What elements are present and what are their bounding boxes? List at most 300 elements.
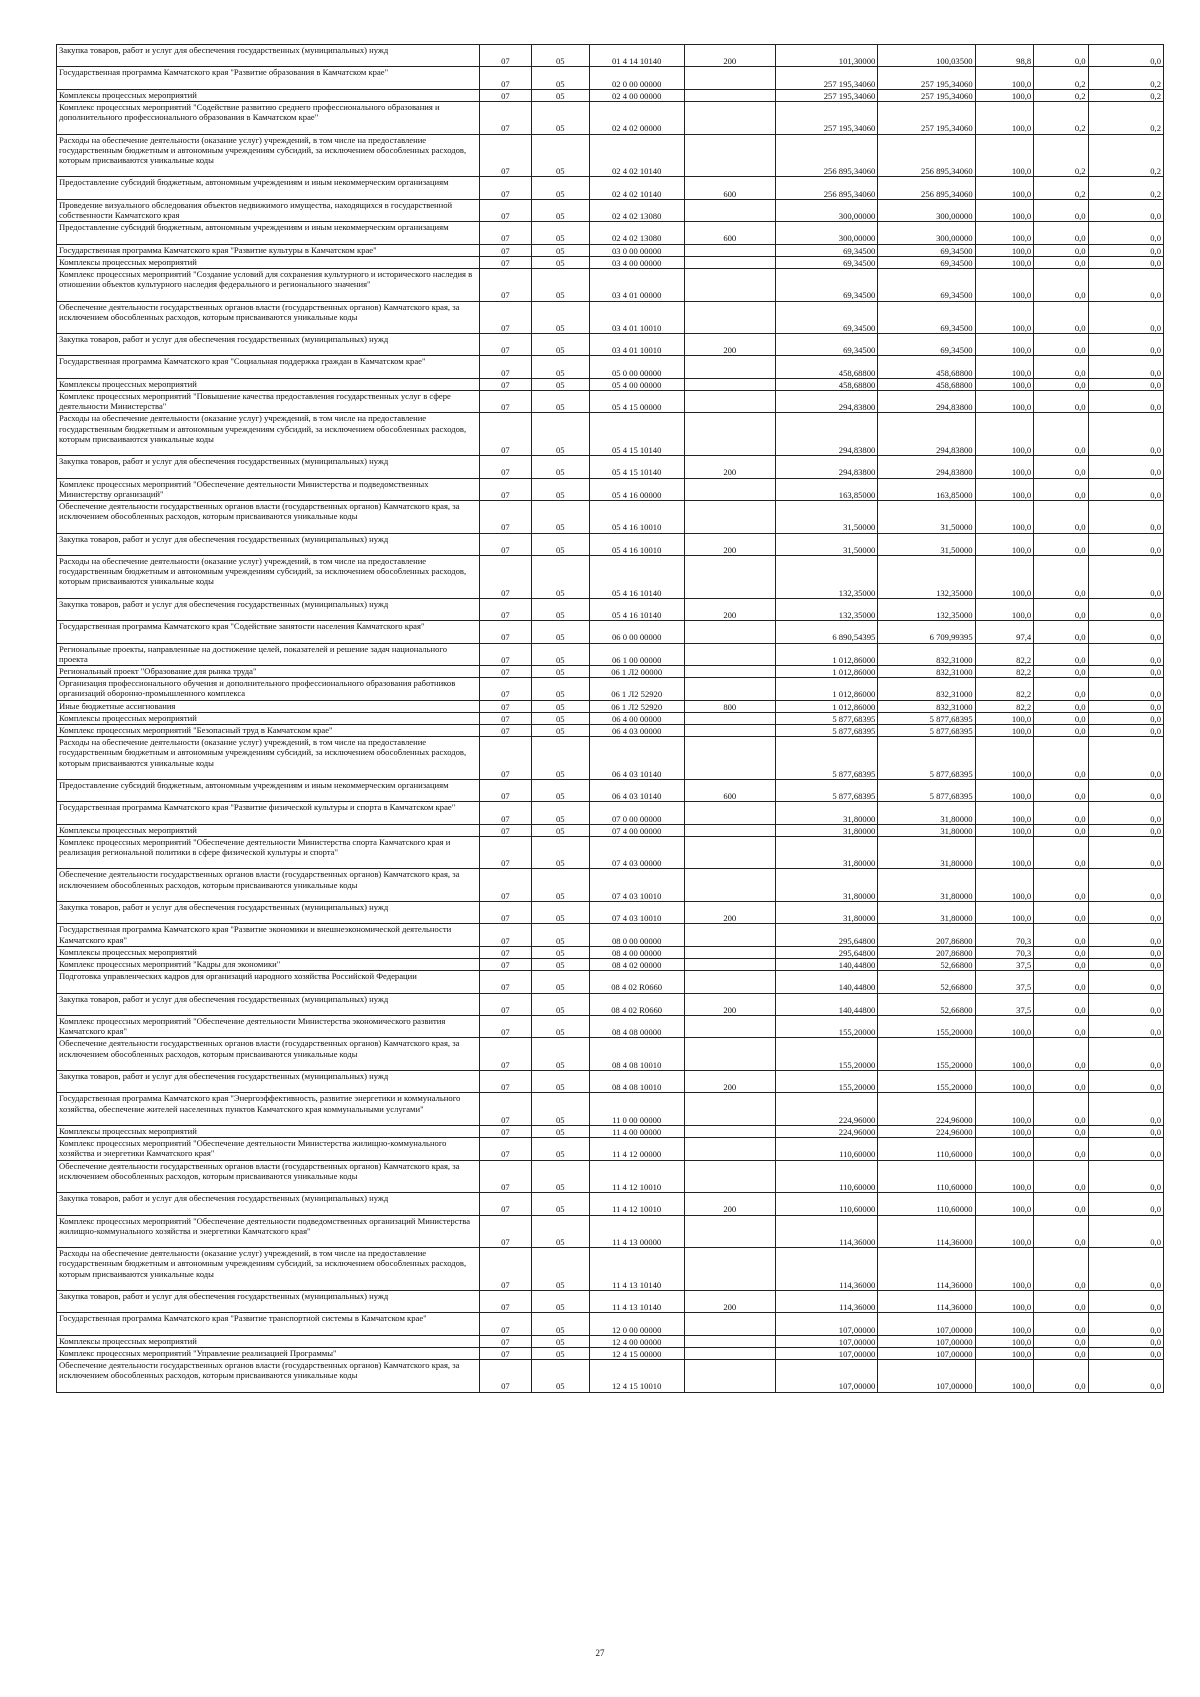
target-item-code: 05 4 00 00000 xyxy=(589,378,684,390)
row-name: Расходы на обеспечение деятельности (оказание услуг) учреждений, в том числе на предоставление государственным бюджетным и автономным учреждениям субсидий, за исключением обособленных расходов, которым присваиваются уникальные коды xyxy=(57,413,480,456)
table-row xyxy=(57,836,1164,869)
table-row xyxy=(57,598,1164,620)
share-a: 0,2 xyxy=(1034,134,1088,177)
section-code: 07 xyxy=(479,67,531,89)
planned-amount: 6 890,54395 xyxy=(775,621,878,643)
executed-amount: 257 195,34060 xyxy=(878,101,975,134)
expense-type-code xyxy=(684,268,775,301)
expense-type-code xyxy=(684,134,775,177)
subsection-code: 05 xyxy=(532,356,590,378)
table-row xyxy=(57,1360,1164,1393)
share-a: 0,0 xyxy=(1034,556,1088,599)
row-name: Комплексы процессных мероприятий xyxy=(57,378,480,390)
executed-amount: 114,36000 xyxy=(878,1215,975,1248)
subsection-code: 05 xyxy=(532,1335,590,1347)
share-a: 0,0 xyxy=(1034,959,1088,971)
row-name: Региональный проект "Образование для рынка труда" xyxy=(57,665,480,677)
planned-amount: 5 877,68395 xyxy=(775,712,878,724)
section-code: 07 xyxy=(479,1290,531,1312)
table-row xyxy=(57,1016,1164,1038)
expense-type-code: 600 xyxy=(684,779,775,801)
table-row xyxy=(57,268,1164,301)
executed-amount: 31,50000 xyxy=(878,501,975,534)
share-b: 0,2 xyxy=(1088,134,1163,177)
share-b: 0,0 xyxy=(1088,1347,1163,1359)
subsection-code: 05 xyxy=(532,556,590,599)
share-b: 0,0 xyxy=(1088,1138,1163,1160)
executed-amount: 224,96000 xyxy=(878,1093,975,1126)
target-item-code: 03 0 00 00000 xyxy=(589,244,684,256)
section-code: 07 xyxy=(479,946,531,958)
section-code: 07 xyxy=(479,177,531,199)
row-name: Расходы на обеспечение деятельности (оказание услуг) учреждений, в том числе на предоставление государственным бюджетным и автономным учреждениям субсидий, за исключением обособленных расходов, которым присваиваются уникальные коды xyxy=(57,1248,480,1291)
subsection-code: 05 xyxy=(532,1160,590,1193)
target-item-code: 02 4 00 00000 xyxy=(589,89,684,101)
table-row xyxy=(57,101,1164,134)
subsection-code: 05 xyxy=(532,724,590,736)
executed-amount: 155,20000 xyxy=(878,1016,975,1038)
table-row xyxy=(57,971,1164,993)
table-row xyxy=(57,199,1164,221)
section-code: 07 xyxy=(479,971,531,993)
execution-percent: 82,2 xyxy=(975,678,1034,700)
table-row xyxy=(57,256,1164,268)
share-a: 0,0 xyxy=(1034,256,1088,268)
section-code: 07 xyxy=(479,268,531,301)
subsection-code: 05 xyxy=(532,946,590,958)
section-code: 07 xyxy=(479,993,531,1015)
section-code: 07 xyxy=(479,665,531,677)
share-a: 0,0 xyxy=(1034,712,1088,724)
expense-type-code xyxy=(684,824,775,836)
expense-type-code xyxy=(684,802,775,824)
section-code: 07 xyxy=(479,959,531,971)
execution-percent: 100,0 xyxy=(975,598,1034,620)
share-a: 0,0 xyxy=(1034,334,1088,356)
expense-type-code xyxy=(684,621,775,643)
planned-amount: 295,64800 xyxy=(775,924,878,946)
section-code: 07 xyxy=(479,737,531,780)
section-code: 07 xyxy=(479,824,531,836)
section-code: 07 xyxy=(479,700,531,712)
expense-type-code xyxy=(684,1215,775,1248)
planned-amount: 101,30000 xyxy=(775,45,878,67)
execution-percent: 97,4 xyxy=(975,621,1034,643)
share-a: 0,0 xyxy=(1034,779,1088,801)
target-item-code: 05 4 16 10010 xyxy=(589,501,684,534)
subsection-code: 05 xyxy=(532,134,590,177)
executed-amount: 69,34500 xyxy=(878,301,975,334)
planned-amount: 31,80000 xyxy=(775,824,878,836)
planned-amount: 5 877,68395 xyxy=(775,737,878,780)
expense-type-code xyxy=(684,1138,775,1160)
share-a: 0,0 xyxy=(1034,869,1088,902)
section-code: 07 xyxy=(479,1138,531,1160)
section-code: 07 xyxy=(479,1335,531,1347)
row-name: Обеспечение деятельности государственных органов власти (государственных органов) Камчатского края, за исключением обособленных расходов, которым присваиваются уникальные коды xyxy=(57,1360,480,1393)
executed-amount: 132,35000 xyxy=(878,598,975,620)
expense-type-code xyxy=(684,869,775,902)
expense-type-code: 200 xyxy=(684,456,775,478)
table-row xyxy=(57,413,1164,456)
subsection-code: 05 xyxy=(532,199,590,221)
share-b: 0,2 xyxy=(1088,67,1163,89)
target-item-code: 06 0 00 00000 xyxy=(589,621,684,643)
share-a: 0,0 xyxy=(1034,222,1088,244)
section-code: 07 xyxy=(479,199,531,221)
section-code: 07 xyxy=(479,802,531,824)
table-row xyxy=(57,356,1164,378)
row-name: Комплекс процессных мероприятий "Обеспечение деятельности Министерства спорта Камчатского края и реализация региональной политики в сфере физической культуры и спорта" xyxy=(57,836,480,869)
executed-amount: 832,31000 xyxy=(878,643,975,665)
expense-type-code xyxy=(684,89,775,101)
executed-amount: 107,00000 xyxy=(878,1313,975,1335)
execution-percent: 100,0 xyxy=(975,1038,1034,1071)
subsection-code: 05 xyxy=(532,456,590,478)
row-name: Государственная программа Камчатского края "Социальная поддержка граждан в Камчатском крае" xyxy=(57,356,480,378)
execution-percent: 100,0 xyxy=(975,89,1034,101)
expense-type-code: 200 xyxy=(684,1071,775,1093)
planned-amount: 114,36000 xyxy=(775,1215,878,1248)
execution-percent: 100,0 xyxy=(975,101,1034,134)
executed-amount: 294,83800 xyxy=(878,391,975,413)
target-item-code: 06 4 03 00000 xyxy=(589,724,684,736)
target-item-code: 11 4 12 10010 xyxy=(589,1160,684,1193)
target-item-code: 08 4 08 00000 xyxy=(589,1016,684,1038)
target-item-code: 06 4 00 00000 xyxy=(589,712,684,724)
subsection-code: 05 xyxy=(532,501,590,534)
planned-amount: 224,96000 xyxy=(775,1093,878,1126)
subsection-code: 05 xyxy=(532,1038,590,1071)
planned-amount: 140,44800 xyxy=(775,993,878,1015)
executed-amount: 458,68800 xyxy=(878,356,975,378)
expense-type-code xyxy=(684,959,775,971)
planned-amount: 31,50000 xyxy=(775,501,878,534)
expense-type-code xyxy=(684,101,775,134)
row-name: Комплекс процессных мероприятий "Содействие развитию среднего профессионального образования и дополнительного профессионального образования в Камчатском крае" xyxy=(57,101,480,134)
expense-type-code xyxy=(684,244,775,256)
share-b: 0,0 xyxy=(1088,1071,1163,1093)
share-b: 0,0 xyxy=(1088,301,1163,334)
subsection-code: 05 xyxy=(532,1138,590,1160)
execution-percent: 100,0 xyxy=(975,67,1034,89)
share-a: 0,0 xyxy=(1034,802,1088,824)
section-code: 07 xyxy=(479,89,531,101)
target-item-code: 11 4 13 00000 xyxy=(589,1215,684,1248)
table-row xyxy=(57,678,1164,700)
section-code: 07 xyxy=(479,334,531,356)
subsection-code: 05 xyxy=(532,1313,590,1335)
subsection-code: 05 xyxy=(532,824,590,836)
section-code: 07 xyxy=(479,556,531,599)
section-code: 07 xyxy=(479,724,531,736)
table-row xyxy=(57,501,1164,534)
share-b: 0,0 xyxy=(1088,946,1163,958)
subsection-code: 05 xyxy=(532,700,590,712)
executed-amount: 300,00000 xyxy=(878,199,975,221)
target-item-code: 06 1 00 00000 xyxy=(589,643,684,665)
row-name: Расходы на обеспечение деятельности (оказание услуг) учреждений, в том числе на предоставление государственным бюджетным и автономным учреждениям субсидий, за исключением обособленных расходов, которым присваиваются уникальные коды xyxy=(57,134,480,177)
planned-amount: 5 877,68395 xyxy=(775,779,878,801)
share-a: 0,0 xyxy=(1034,501,1088,534)
execution-percent: 100,0 xyxy=(975,824,1034,836)
row-name: Государственная программа Камчатского края "Развитие образования в Камчатском крае" xyxy=(57,67,480,89)
section-code: 07 xyxy=(479,456,531,478)
target-item-code: 07 4 03 10010 xyxy=(589,869,684,902)
share-b: 0,0 xyxy=(1088,1215,1163,1248)
executed-amount: 31,80000 xyxy=(878,802,975,824)
row-name: Комплексы процессных мероприятий xyxy=(57,256,480,268)
section-code: 07 xyxy=(479,643,531,665)
executed-amount: 832,31000 xyxy=(878,678,975,700)
execution-percent: 100,0 xyxy=(975,199,1034,221)
execution-percent: 100,0 xyxy=(975,268,1034,301)
section-code: 07 xyxy=(479,478,531,500)
subsection-code: 05 xyxy=(532,89,590,101)
row-name: Предоставление субсидий бюджетным, автономным учреждениям и иным некоммерческим организациям xyxy=(57,779,480,801)
section-code: 07 xyxy=(479,101,531,134)
expense-type-code: 200 xyxy=(684,598,775,620)
share-b: 0,0 xyxy=(1088,391,1163,413)
share-a: 0,2 xyxy=(1034,177,1088,199)
share-b: 0,2 xyxy=(1088,89,1163,101)
share-b: 0,2 xyxy=(1088,101,1163,134)
share-b: 0,0 xyxy=(1088,737,1163,780)
share-a: 0,0 xyxy=(1034,268,1088,301)
section-code: 07 xyxy=(479,1016,531,1038)
share-a: 0,0 xyxy=(1034,478,1088,500)
planned-amount: 1 012,86000 xyxy=(775,665,878,677)
execution-percent: 100,0 xyxy=(975,413,1034,456)
execution-percent: 100,0 xyxy=(975,1138,1034,1160)
planned-amount: 5 877,68395 xyxy=(775,724,878,736)
row-name: Региональные проекты, направленные на достижение целей, показателей и решение задач национального проекта xyxy=(57,643,480,665)
planned-amount: 294,83800 xyxy=(775,456,878,478)
row-name: Организация профессионального обучения и дополнительного профессионального образования работников организаций оборонно-промышленного комплекса xyxy=(57,678,480,700)
planned-amount: 1 012,86000 xyxy=(775,678,878,700)
table-row xyxy=(57,621,1164,643)
share-a: 0,0 xyxy=(1034,1038,1088,1071)
subsection-code: 05 xyxy=(532,256,590,268)
subsection-code: 05 xyxy=(532,1016,590,1038)
executed-amount: 114,36000 xyxy=(878,1248,975,1291)
share-b: 0,0 xyxy=(1088,256,1163,268)
target-item-code: 02 4 02 10140 xyxy=(589,177,684,199)
execution-percent: 100,0 xyxy=(975,1360,1034,1393)
section-code: 07 xyxy=(479,533,531,555)
section-code: 07 xyxy=(479,1248,531,1291)
table-row xyxy=(57,700,1164,712)
target-item-code: 08 4 02 00000 xyxy=(589,959,684,971)
target-item-code: 05 4 16 10010 xyxy=(589,533,684,555)
section-code: 07 xyxy=(479,501,531,534)
share-a: 0,0 xyxy=(1034,737,1088,780)
table-row xyxy=(57,1038,1164,1071)
executed-amount: 69,34500 xyxy=(878,244,975,256)
table-row xyxy=(57,1248,1164,1291)
row-name: Комплекс процессных мероприятий "Обеспечение деятельности Министерства и подведомственных Министерству организаций" xyxy=(57,478,480,500)
table-row xyxy=(57,1215,1164,1248)
planned-amount: 295,64800 xyxy=(775,946,878,958)
share-a: 0,0 xyxy=(1034,621,1088,643)
executed-amount: 207,86800 xyxy=(878,924,975,946)
share-a: 0,0 xyxy=(1034,946,1088,958)
share-a: 0,0 xyxy=(1034,1125,1088,1137)
execution-percent: 37,5 xyxy=(975,971,1034,993)
subsection-code: 05 xyxy=(532,533,590,555)
section-code: 07 xyxy=(479,1193,531,1215)
expense-type-code xyxy=(684,501,775,534)
execution-percent: 100,0 xyxy=(975,556,1034,599)
target-item-code: 08 4 08 10010 xyxy=(589,1038,684,1071)
planned-amount: 132,35000 xyxy=(775,598,878,620)
subsection-code: 05 xyxy=(532,1347,590,1359)
row-name: Комплексы процессных мероприятий xyxy=(57,89,480,101)
target-item-code: 07 4 03 00000 xyxy=(589,836,684,869)
execution-percent: 100,0 xyxy=(975,724,1034,736)
section-code: 07 xyxy=(479,678,531,700)
expense-type-code xyxy=(684,378,775,390)
planned-amount: 256 895,34060 xyxy=(775,177,878,199)
table-row xyxy=(57,993,1164,1015)
share-a: 0,0 xyxy=(1034,1347,1088,1359)
subsection-code: 05 xyxy=(532,1215,590,1248)
executed-amount: 832,31000 xyxy=(878,700,975,712)
section-code: 07 xyxy=(479,45,531,67)
subsection-code: 05 xyxy=(532,101,590,134)
share-b: 0,0 xyxy=(1088,501,1163,534)
expense-type-code xyxy=(684,643,775,665)
executed-amount: 52,66800 xyxy=(878,971,975,993)
target-item-code: 12 4 15 10010 xyxy=(589,1360,684,1393)
expense-type-code: 200 xyxy=(684,45,775,67)
execution-percent: 70,3 xyxy=(975,924,1034,946)
expense-type-code xyxy=(684,478,775,500)
execution-percent: 100,0 xyxy=(975,533,1034,555)
table-row xyxy=(57,1313,1164,1335)
share-b: 0,0 xyxy=(1088,700,1163,712)
execution-percent: 100,0 xyxy=(975,134,1034,177)
share-b: 0,0 xyxy=(1088,268,1163,301)
expense-type-code xyxy=(684,1016,775,1038)
execution-percent: 100,0 xyxy=(975,1290,1034,1312)
expense-type-code xyxy=(684,556,775,599)
expense-type-code xyxy=(684,1360,775,1393)
target-item-code: 05 4 16 00000 xyxy=(589,478,684,500)
execution-percent: 100,0 xyxy=(975,1125,1034,1137)
subsection-code: 05 xyxy=(532,1248,590,1291)
table-row xyxy=(57,1290,1164,1312)
planned-amount: 300,00000 xyxy=(775,199,878,221)
execution-percent: 100,0 xyxy=(975,1347,1034,1359)
share-b: 0,0 xyxy=(1088,665,1163,677)
table-row xyxy=(57,533,1164,555)
section-code: 07 xyxy=(479,598,531,620)
subsection-code: 05 xyxy=(532,779,590,801)
execution-percent: 100,0 xyxy=(975,301,1034,334)
planned-amount: 140,44800 xyxy=(775,959,878,971)
budget-table xyxy=(56,44,1164,1393)
share-a: 0,2 xyxy=(1034,89,1088,101)
table-row xyxy=(57,1125,1164,1137)
expense-type-code: 200 xyxy=(684,993,775,1015)
share-b: 0,0 xyxy=(1088,1360,1163,1393)
subsection-code: 05 xyxy=(532,244,590,256)
subsection-code: 05 xyxy=(532,67,590,89)
target-item-code: 08 4 02 R0660 xyxy=(589,971,684,993)
share-b: 0,0 xyxy=(1088,478,1163,500)
row-name: Закупка товаров, работ и услуг для обеспечения государственных (муниципальных) нужд xyxy=(57,993,480,1015)
expense-type-code xyxy=(684,946,775,958)
execution-percent: 100,0 xyxy=(975,869,1034,902)
row-name: Закупка товаров, работ и услуг для обеспечения государственных (муниципальных) нужд xyxy=(57,45,480,67)
target-item-code: 11 4 00 00000 xyxy=(589,1125,684,1137)
share-a: 0,0 xyxy=(1034,665,1088,677)
row-name: Закупка товаров, работ и услуг для обеспечения государственных (муниципальных) нужд xyxy=(57,598,480,620)
execution-percent: 100,0 xyxy=(975,836,1034,869)
table-row xyxy=(57,67,1164,89)
row-name: Комплекс процессных мероприятий "Управление реализацией Программы" xyxy=(57,1347,480,1359)
share-b: 0,0 xyxy=(1088,356,1163,378)
target-item-code: 07 0 00 00000 xyxy=(589,802,684,824)
share-a: 0,0 xyxy=(1034,824,1088,836)
executed-amount: 6 709,99395 xyxy=(878,621,975,643)
planned-amount: 458,68800 xyxy=(775,378,878,390)
executed-amount: 5 877,68395 xyxy=(878,779,975,801)
subsection-code: 05 xyxy=(532,598,590,620)
subsection-code: 05 xyxy=(532,712,590,724)
share-b: 0,0 xyxy=(1088,993,1163,1015)
section-code: 07 xyxy=(479,1360,531,1393)
share-b: 0,0 xyxy=(1088,924,1163,946)
target-item-code: 08 4 00 00000 xyxy=(589,946,684,958)
table-row xyxy=(57,478,1164,500)
share-b: 0,0 xyxy=(1088,779,1163,801)
share-b: 0,0 xyxy=(1088,1313,1163,1335)
expense-type-code xyxy=(684,301,775,334)
table-row xyxy=(57,1193,1164,1215)
share-b: 0,0 xyxy=(1088,456,1163,478)
expense-type-code xyxy=(684,67,775,89)
planned-amount: 257 195,34060 xyxy=(775,67,878,89)
row-name: Комплекс процессных мероприятий "Кадры для экономики" xyxy=(57,959,480,971)
planned-amount: 110,60000 xyxy=(775,1138,878,1160)
target-item-code: 11 4 12 10010 xyxy=(589,1193,684,1215)
subsection-code: 05 xyxy=(532,1290,590,1312)
row-name: Комплексы процессных мероприятий xyxy=(57,1125,480,1137)
expense-type-code xyxy=(684,724,775,736)
table-row xyxy=(57,824,1164,836)
target-item-code: 05 4 16 10140 xyxy=(589,598,684,620)
share-a: 0,0 xyxy=(1034,836,1088,869)
executed-amount: 110,60000 xyxy=(878,1138,975,1160)
share-b: 0,0 xyxy=(1088,902,1163,924)
subsection-code: 05 xyxy=(532,1360,590,1393)
planned-amount: 69,34500 xyxy=(775,256,878,268)
share-a: 0,0 xyxy=(1034,1360,1088,1393)
table-row xyxy=(57,1160,1164,1193)
execution-percent: 100,0 xyxy=(975,1313,1034,1335)
table-row xyxy=(57,959,1164,971)
target-item-code: 07 4 03 10010 xyxy=(589,902,684,924)
section-code: 07 xyxy=(479,779,531,801)
share-a: 0,2 xyxy=(1034,101,1088,134)
target-item-code: 05 4 15 10140 xyxy=(589,413,684,456)
table-row xyxy=(57,643,1164,665)
target-item-code: 03 4 01 00000 xyxy=(589,268,684,301)
planned-amount: 114,36000 xyxy=(775,1248,878,1291)
subsection-code: 05 xyxy=(532,678,590,700)
